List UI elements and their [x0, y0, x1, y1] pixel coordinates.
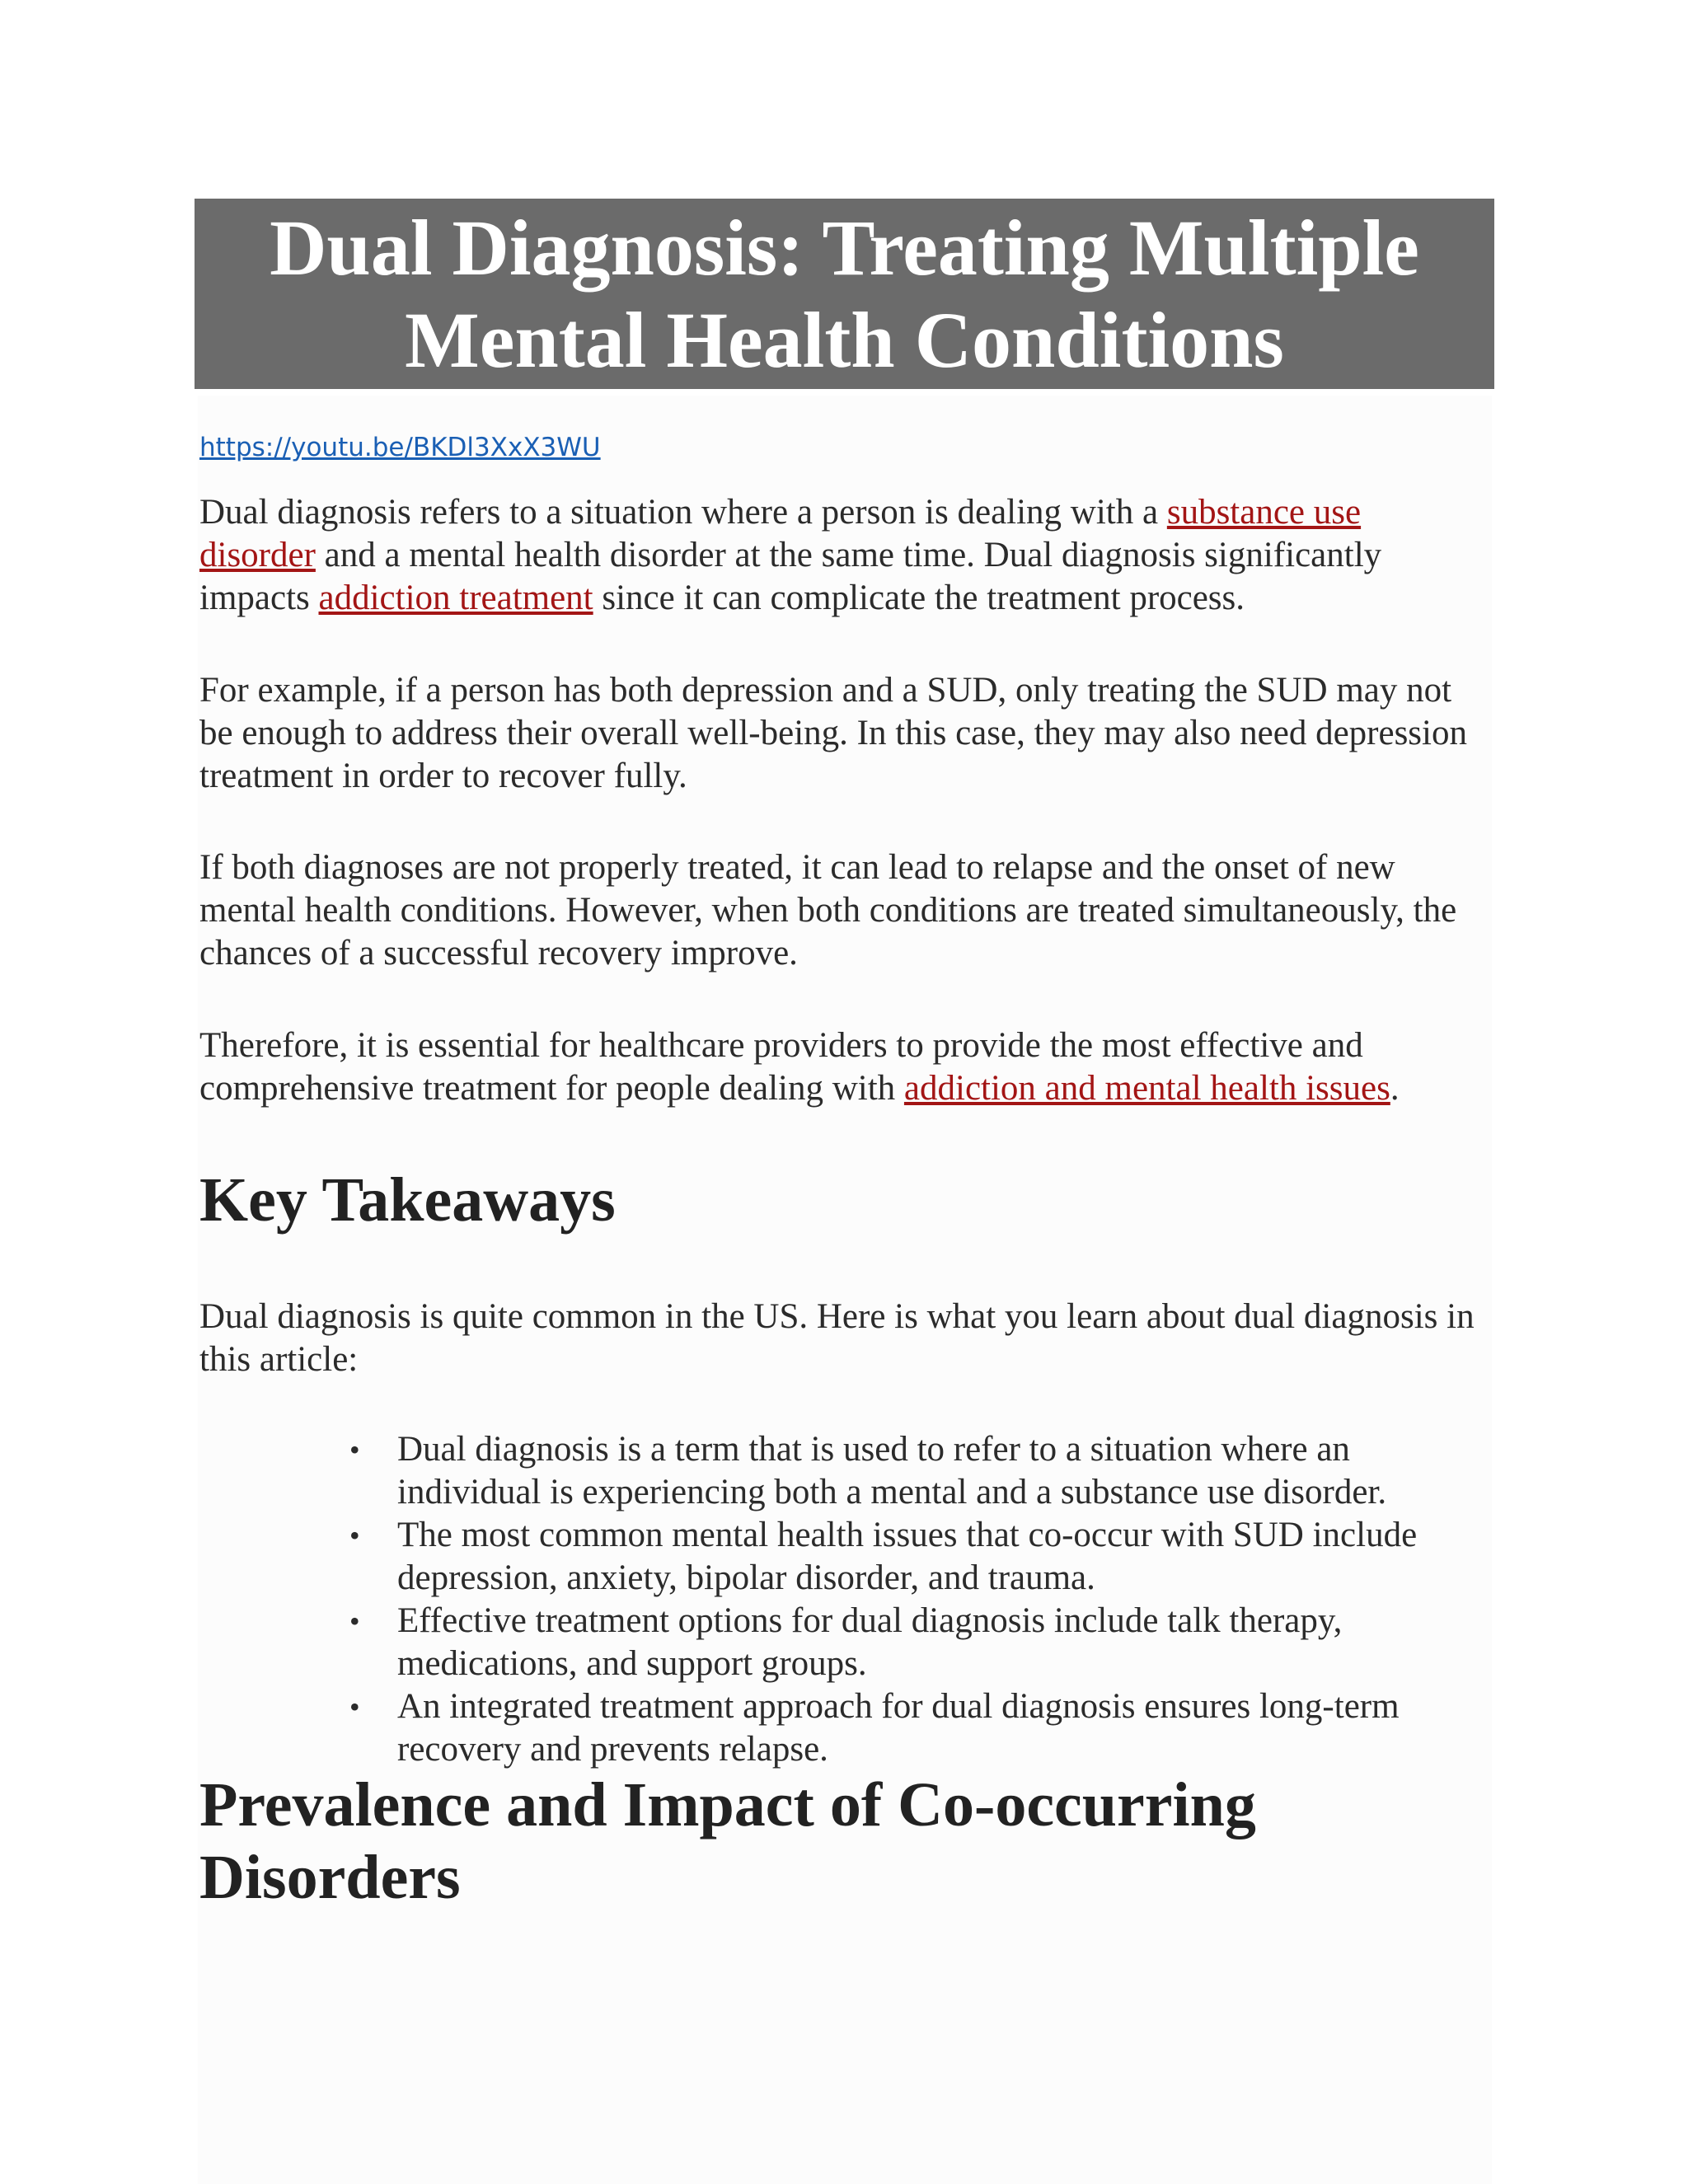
- page-title-line-1: Dual Diagnosis: Treating Multiple: [270, 204, 1419, 292]
- bullet-icon: •: [349, 1605, 360, 1638]
- prevalence-heading: Prevalence and Impact of Co-occurring Disorders: [199, 1770, 1256, 1912]
- intro-text-c: since it can complicate the treatment process.: [593, 579, 1245, 617]
- page-background: [198, 396, 1492, 2184]
- list-item: [349, 1514, 1493, 1600]
- intro-text-b: and a mental health disorder at the same time. Dual diagnosis significantly impacts: [199, 536, 1382, 617]
- list-item: [349, 1685, 1493, 1771]
- key-takeaways-lead: Dual diagnosis is quite common in the US. Here is what you learn about dual diagnosis in this article:: [199, 1297, 1475, 1379]
- addiction-treatment-link[interactable]: addiction treatment: [318, 579, 593, 617]
- intro-paragraph-4: [199, 1024, 1485, 1110]
- list-item: [349, 1600, 1493, 1685]
- bullet-icon: •: [349, 1433, 360, 1466]
- key-takeaways-list: [349, 1428, 1493, 1771]
- intro-4-text-a: Therefore, it is essential for healthcare providers to provide the most effective and comprehensive treatment for people dealing with: [199, 1026, 1363, 1108]
- substance-use-disorder-link[interactable]: substance use disorder: [199, 493, 1362, 574]
- list-item-text: An integrated treatment approach for dual diagnosis ensures long-term recovery and prevents relapse.: [397, 1687, 1400, 1769]
- addiction-mental-health-link[interactable]: addiction and mental health issues: [903, 1069, 1390, 1108]
- page-title-banner: [195, 199, 1494, 389]
- video-link[interactable]: https://youtu.be/BKDl3XxX3WU: [199, 433, 601, 462]
- bullet-icon: •: [349, 1519, 360, 1552]
- intro-paragraph-1: [199, 491, 1485, 620]
- key-takeaways-heading: Key Takeaways: [199, 1165, 616, 1235]
- page-title-line-2: Mental Health Conditions: [405, 296, 1284, 384]
- bullet-icon: •: [349, 1690, 360, 1723]
- list-item-text: Dual diagnosis is a term that is used to refer to a situation where an individual is experiencing both a mental and a substance use disorder.: [397, 1430, 1387, 1511]
- intro-paragraph-3: If both diagnoses are not properly treated, it can lead to relapse and the onset of new mental health conditions. However, when both conditions are treated simultaneously, the chances of a successful recovery improve.: [199, 848, 1457, 972]
- intro-4-text-b: .: [1390, 1069, 1400, 1108]
- list-item: [349, 1428, 1493, 1514]
- intro-text-a: Dual diagnosis refers to a situation where a person is dealing with a: [199, 493, 1167, 532]
- list-item-text: The most common mental health issues that co-occur with SUD include depression, anxiety, bipolar disorder, and trauma.: [397, 1516, 1418, 1597]
- list-item-text: Effective treatment options for dual diagnosis include talk therapy, medications, and support groups.: [397, 1601, 1343, 1683]
- intro-paragraph-2: For example, if a person has both depression and a SUD, only treating the SUD may not be enough to address their overall well-being. In this case, they may also need depression treatment in order to recover fully.: [199, 671, 1467, 795]
